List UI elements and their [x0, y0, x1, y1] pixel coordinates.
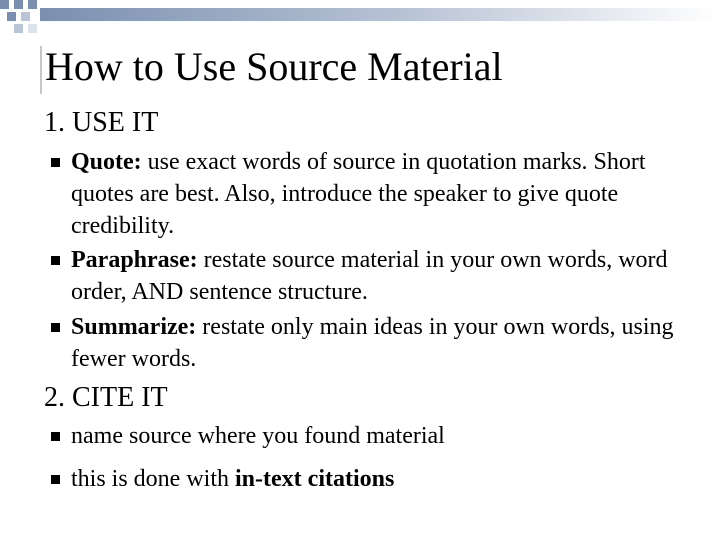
section-heading-cite-it: 2. CITE IT — [44, 382, 168, 413]
bullet-text: restate only main ideas in your own words, using fewer words. — [71, 314, 674, 372]
bullet-text: this is done with — [71, 466, 236, 492]
bullet-term: Summarize: — [71, 314, 197, 340]
banner-square-5 — [21, 12, 30, 21]
slide-title: How to Use Source Material — [45, 44, 503, 89]
square-bullet-icon — [51, 158, 60, 167]
bullet-paraphrase — [71, 244, 691, 308]
square-bullet-icon — [51, 256, 60, 265]
bullet-in-text-citations — [71, 463, 691, 495]
bullet-summarize — [71, 311, 691, 375]
title-accent-line — [40, 46, 42, 94]
bullet-emphasis: in-text citations — [235, 466, 395, 492]
banner-square-4 — [7, 12, 16, 21]
bullet-term: Paraphrase: — [71, 247, 198, 273]
decorative-banner — [0, 0, 720, 40]
banner-gradient-bar — [40, 8, 720, 21]
square-bullet-icon — [51, 323, 60, 332]
bullet-quote — [71, 146, 691, 242]
square-bullet-icon — [51, 475, 60, 484]
bullet-text: use exact words of source in quotation marks. Short quotes are best. Also, introduce the speaker to give quote credibility. — [71, 149, 646, 239]
section-heading-use-it: 1. USE IT — [44, 107, 159, 138]
bullet-text: restate source material in your own words, word order, AND sentence structure. — [71, 247, 668, 305]
banner-square-6 — [14, 24, 23, 33]
square-bullet-icon — [51, 432, 60, 441]
banner-square-3 — [28, 0, 37, 9]
bullet-text: name source where you found material — [71, 423, 445, 449]
bullet-term: Quote: — [71, 149, 142, 175]
bullet-name-source — [71, 420, 691, 452]
banner-square-1 — [0, 0, 9, 9]
banner-square-2 — [14, 0, 23, 9]
banner-square-7 — [28, 24, 37, 33]
